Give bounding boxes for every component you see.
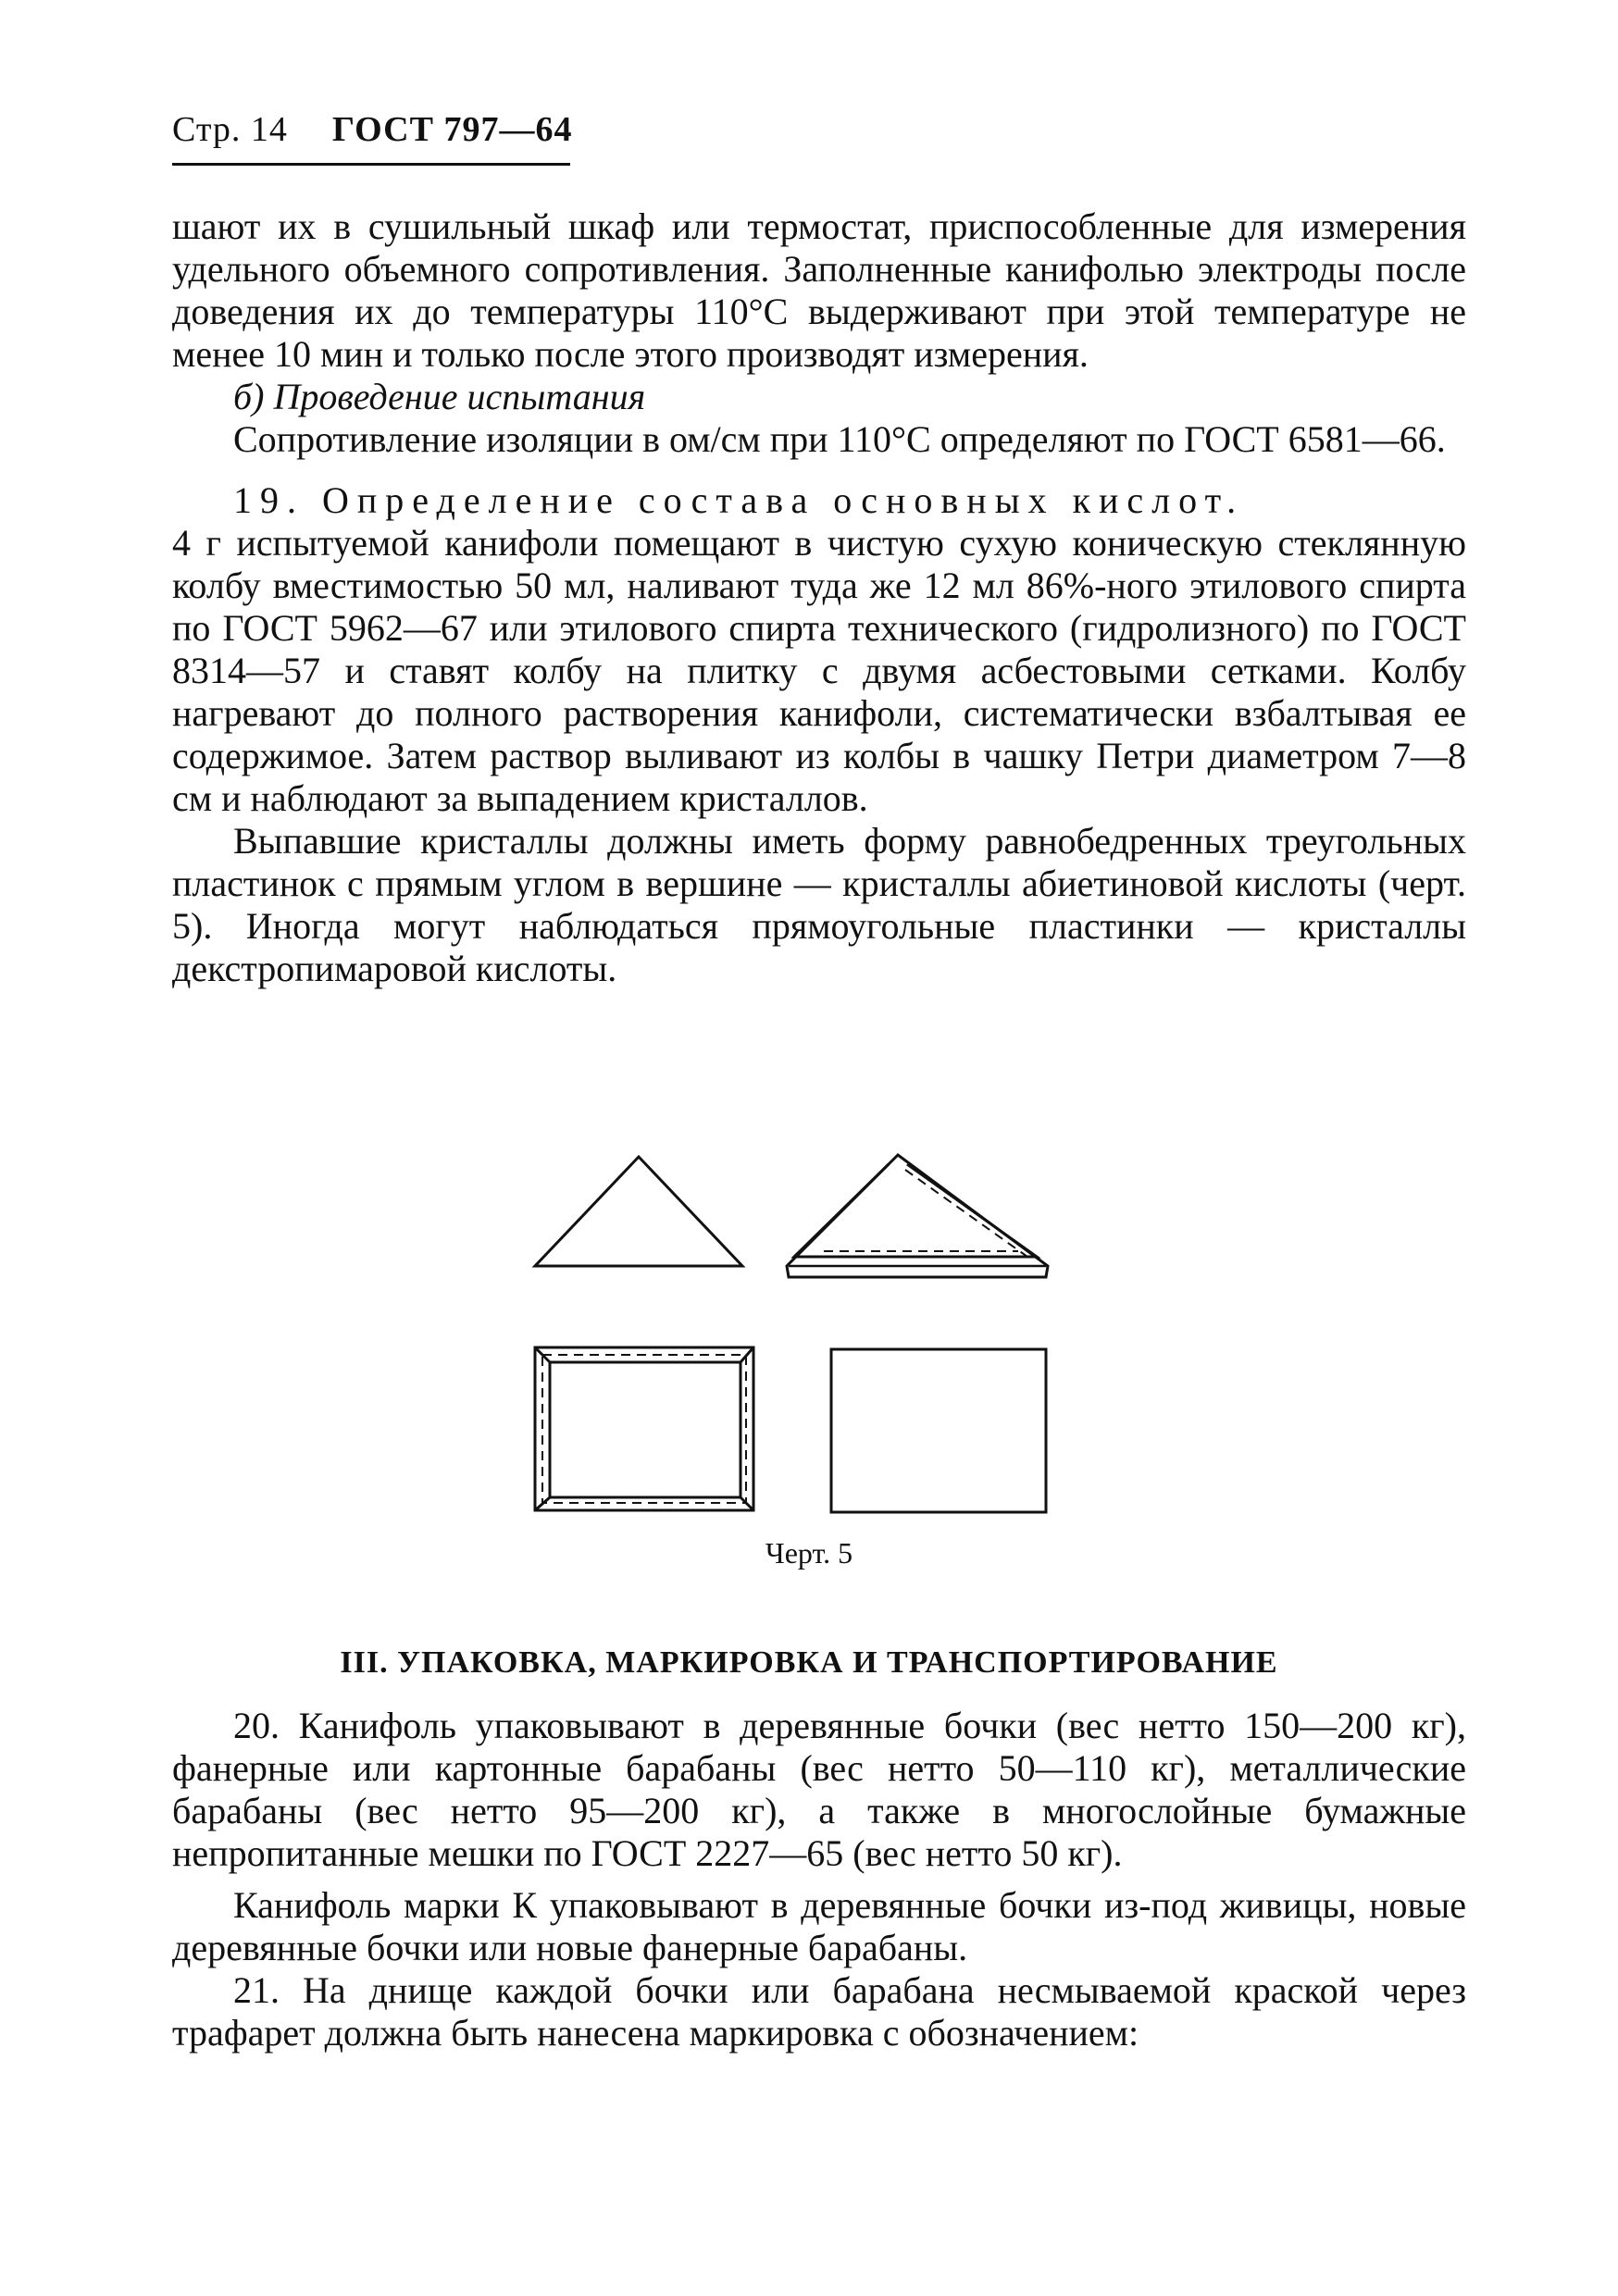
rectangle-plate [831,1349,1046,1512]
paragraph: Выпавшие кристаллы должны иметь форму равнобедренных треугольных пластинок с прямым углом в вершине — кристаллы абиетиновой кислоты (черт. 5). Иногда могут наблюдаться прямоугольные пластинки — кристаллы декстропимаровой кислоты. [172,820,1466,989]
text-block-1 [172,205,1466,990]
section-title: III. УПАКОВКА, МАРКИРОВКА И ТРАНСПОРТИРОВАНИЕ [340,1645,1278,1680]
crystal-figure [518,1148,1074,1527]
subheading-test-procedure: б) Проведение испытания [233,376,646,417]
text-block-2 [172,1705,1466,2054]
beveled-rectangle-plate [535,1347,753,1510]
figure-caption: Черт. 5 [765,1536,853,1570]
triangle-plate [535,1157,742,1266]
page-number: Стр. 14 [172,110,288,149]
paragraph: 21. На днище каждой бочки или барабана несмываемой краской через трафарет должна быть нанесена маркировка с обозначением: [172,1969,1466,2054]
header-rule [172,163,570,166]
clause-19-heading: 19. Определение состава основных кислот. [233,479,1245,521]
beveled-triangle-plate [787,1155,1048,1277]
page-header [172,109,572,150]
paragraph: 4 г испытуемой канифоли помещают в чистую сухую коническую стеклянную колбу вместимостью 50 мл, наливают туда же 12 мл 86%-ного этилового спирта по ГОСТ 5962—67 или этилового спирта технического (гидролизного) по ГОСТ 8314—57 и ставят колбу на плитку с двумя асбестовыми сетками. Колбу нагревают до полного растворения канифоли, систематически взбалтывая ее содержимое. Затем раствор выливают из колбы в чашку Петри диаметром 7—8 см и наблюдают за выпадением кристаллов. [172,522,1466,819]
paragraph: 20. Канифоль упаковывают в деревянные бочки (вес нетто 150—200 кг), фанерные или картонные барабаны (вес нетто 50—110 кг), металлические барабаны (вес нетто 95—200 кг), а также в многослойные бумажные непропитанные мешки по ГОСТ 2227—65 (вес нетто 50 кг). [172,1705,1466,1874]
paragraph: Сопротивление изоляции в ом/см при 110°С определяют по ГОСТ 6581—66. [233,418,1446,460]
paragraph: шают их в сушильный шкаф или термостат, приспособленные для измерения удельного объемного сопротивления. Заполненные канифолью электроды после доведения их до температуры 110°С выдерживают при этой температуре не менее 10 мин и только после этого производят измерения. [172,205,1466,375]
paragraph: Канифоль марки К упаковывают в деревянные бочки из-под живицы, новые деревянные бочки или новые фанерные барабаны. [172,1884,1466,1968]
document-code: ГОСТ 797—64 [331,110,573,149]
